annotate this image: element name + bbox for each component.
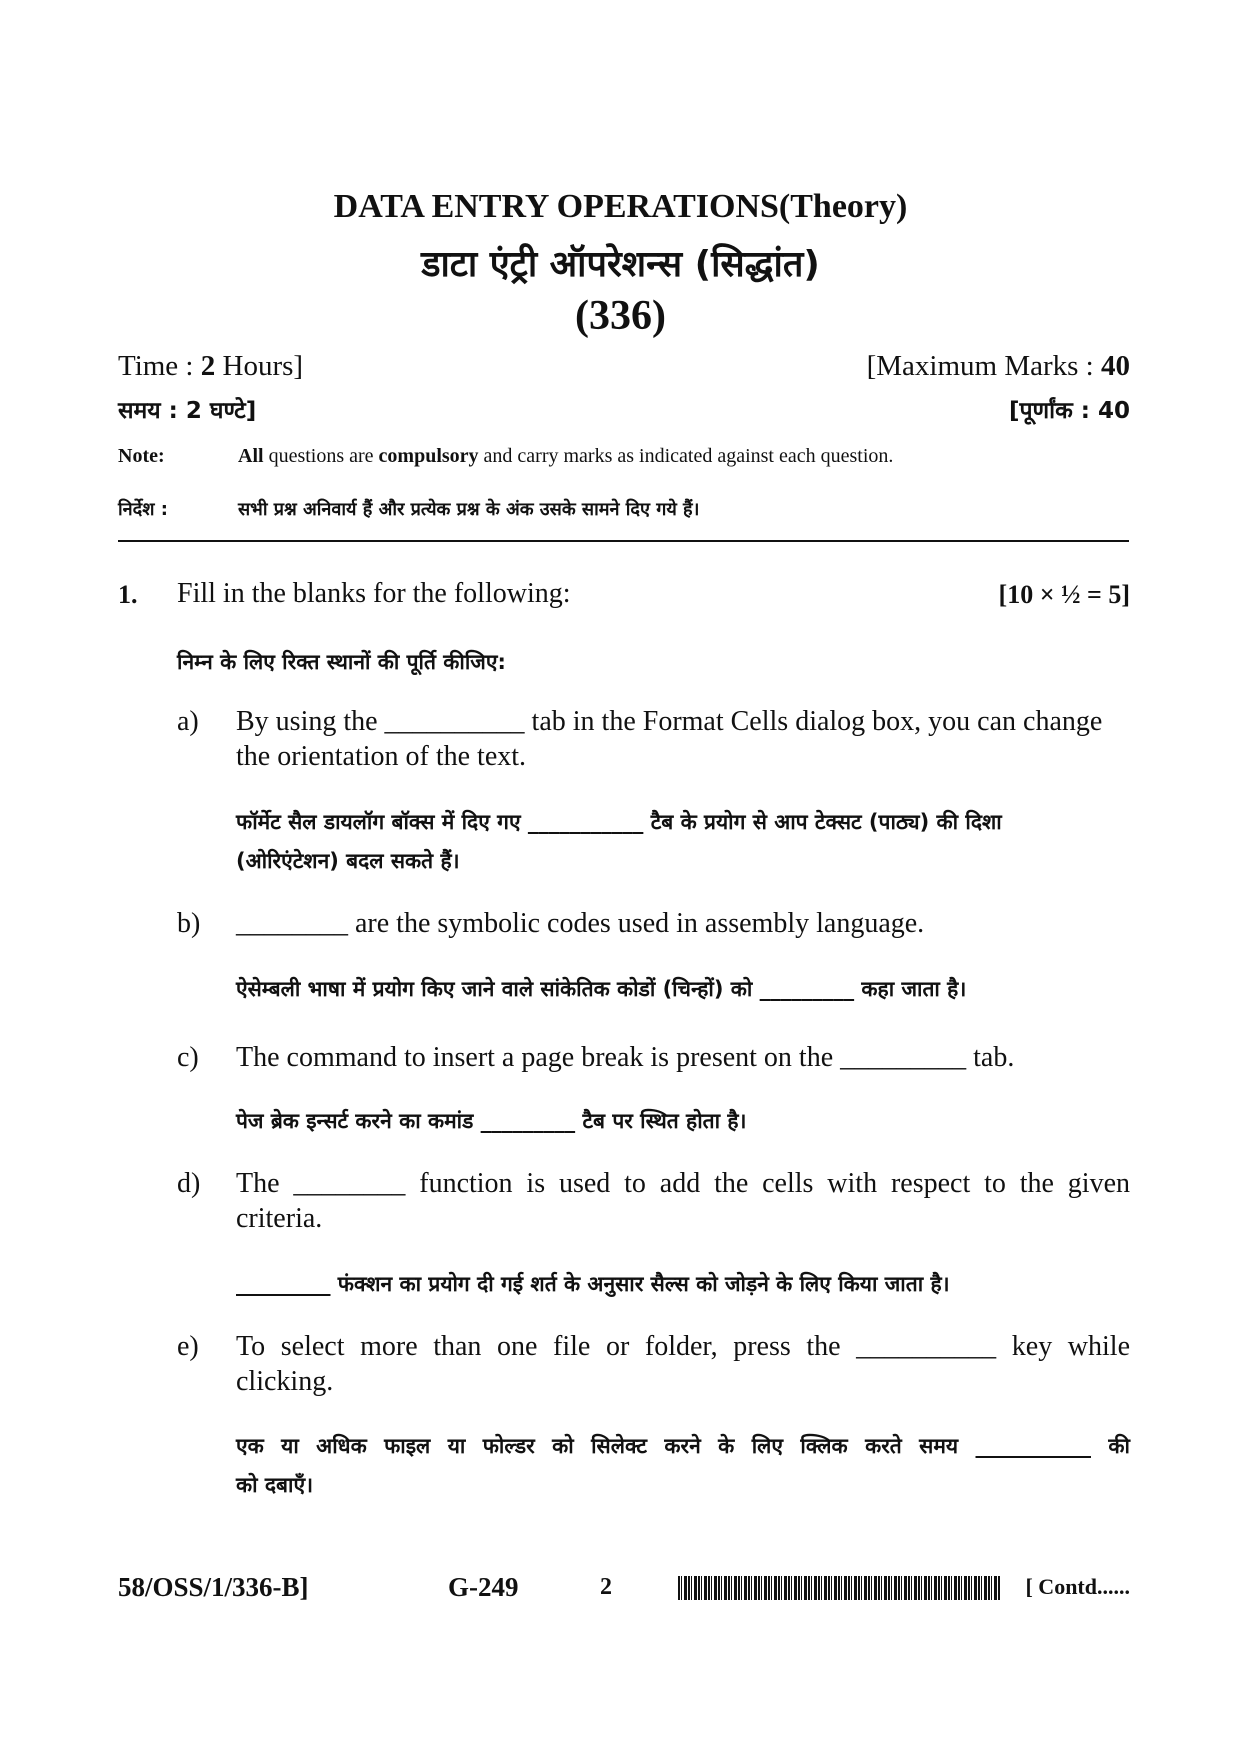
note-text-hindi: सभी प्रश्न अनिवार्य हैं और प्रत्येक प्रश्न के अंक उसके सामने दिए गये हैं। (238, 499, 700, 520)
barcode (678, 1576, 1000, 1600)
note-label: Note: (118, 445, 165, 467)
part-d-text-line2: criteria. (236, 1203, 323, 1234)
part-a-hindi-line1: फॉर्मेट सैल डायलॉग बॉक्स में दिए गए ___________ टैब के प्रयोग से आप टेक्सट (पाठ्य) की दिशा (236, 810, 1002, 834)
part-e-text-line1: To select more than one file or folder, press the __________ key while (236, 1331, 1130, 1362)
question-marks: [10 × ½ = 5] (998, 580, 1130, 609)
time-english: Time : 2 Hours] (118, 350, 304, 382)
question-text: Fill in the blanks for the following: (177, 578, 571, 609)
part-a-hindi-line2: (ओरिएंटेशन) बदल सकते हैं। (236, 849, 460, 873)
part-c-text-line1: The command to insert a page break is present on the _________ tab. (236, 1042, 1015, 1073)
part-e-hindi-line1: एक या अधिक फाइल या फोल्डर को सिलेक्ट करने के लिए क्लिक करते समय ___________ की (236, 1434, 1130, 1458)
part-c-hindi-line1: पेज ब्रेक इन्सर्ट करने का कमांड _________ टैब पर स्थित होता है। (236, 1109, 747, 1133)
set-code: G-249 (448, 1572, 519, 1602)
part-label: e) (177, 1331, 199, 1362)
part-b-hindi-line1: ऐसेम्बली भाषा में प्रयोग किए जाने वाले सांकेतिक कोडों (चिन्हों) को _________ कहा जाता है। (236, 977, 967, 1001)
part-label: d) (177, 1168, 201, 1199)
part-e-hindi-line2: को दबाएँ। (236, 1473, 314, 1497)
part-label: b) (177, 908, 201, 939)
part-b-text-line1: ________ are the symbolic codes used in assembly language. (236, 908, 925, 939)
paper-title-hindi: डाटा एंट्री ऑपरेशन्स (सिद्धांत) (421, 244, 820, 285)
subject-code: (336) (575, 293, 666, 339)
paper-title-english: DATA ENTRY OPERATIONS(Theory) (333, 188, 908, 225)
max-marks-english: [Maximum Marks : 40 (866, 350, 1130, 382)
page-number: 2 (600, 1574, 612, 1600)
header-divider (118, 540, 1129, 542)
question-text-hindi: निम्न के लिए रिक्त स्थानों की पूर्ति कीजिए: (177, 650, 506, 674)
part-d-hindi-line1: _________ फंक्शन का प्रयोग दी गई शर्त के अनुसार सैल्स को जोड़ने के लिए किया जाता है। (236, 1272, 950, 1296)
paper-code: 58/OSS/1/336-B] (118, 1572, 309, 1602)
question-number: 1. (118, 580, 138, 609)
part-label: a) (177, 706, 199, 737)
time-hindi: समय : 2 घण्टे] (118, 398, 257, 424)
part-a-text-line2: the orientation of the text. (236, 741, 527, 772)
note-text: All questions are compulsory and carry marks as indicated against each question. (238, 445, 894, 467)
part-d-text-line1: The ________ function is used to add the cells with respect to the given (236, 1168, 1130, 1199)
part-label: c) (177, 1042, 199, 1073)
continued-label: [ Contd...... (1025, 1574, 1130, 1599)
note-label-hindi: निर्देश : (118, 499, 168, 520)
max-marks-hindi: [पूर्णांक : 40 (1008, 398, 1130, 424)
part-a-text-line1: By using the __________ tab in the Format Cells dialog box, you can change (236, 706, 1103, 737)
part-e-text-line2: clicking. (236, 1366, 334, 1397)
